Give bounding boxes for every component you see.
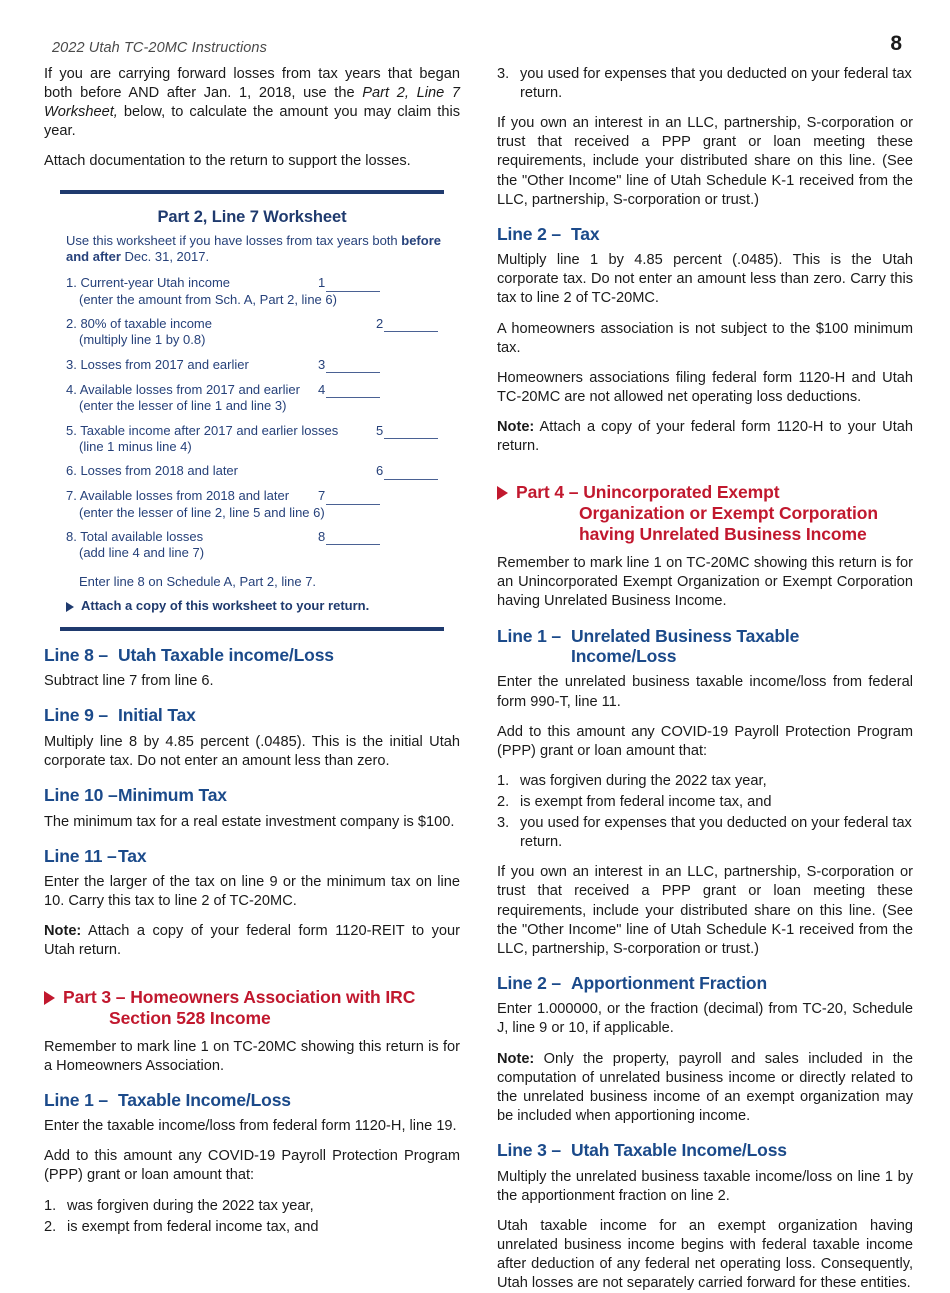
part-3-text	[63, 987, 460, 1029]
heading-part3-line-2	[497, 224, 913, 244]
list-item-number: 3.	[497, 66, 510, 82]
worksheet-intro-b: Dec. 31, 2017.	[120, 248, 210, 264]
list-item-text: you used for expenses that you deducted on your federal tax return.	[520, 66, 912, 102]
part4-line-2-title: Apportionment Fraction	[571, 972, 767, 993]
list-item	[44, 1197, 460, 1216]
list-item-number: 1.	[497, 772, 510, 789]
worksheet-field-2[interactable]	[376, 316, 438, 332]
worksheet-field-number: 6	[376, 463, 384, 479]
worksheet-closing-note: Enter line 8 on Schedule A, Part 2, line 7.	[79, 573, 317, 589]
intro-text-a: If you are carrying forward losses from tax years that began both before AND after Jan. 1, 2018, use the	[44, 66, 460, 102]
list-item-number: 2.	[44, 1218, 57, 1235]
intro-paragraph-1	[44, 65, 460, 141]
worksheet-reference: Part 2, Line 7 Worksheet,	[44, 85, 461, 121]
part-4-line2: Organization or Exempt Corporation	[579, 503, 878, 524]
line-8-label: Line 8 –	[44, 644, 108, 665]
worksheet-row-label: 1. Current-year Utah income	[66, 275, 231, 291]
worksheet-blank-line[interactable]	[384, 426, 438, 439]
heading-part4-line-2	[497, 973, 913, 993]
note-label: Note:	[497, 1050, 535, 1067]
line-8-title: Utah Taxable income/Loss	[118, 644, 334, 665]
worksheet-row-3	[66, 357, 444, 374]
part4-line-2-note	[497, 1050, 913, 1126]
part-3-line2: Section 528 Income	[109, 1007, 271, 1028]
heading-line-11	[44, 846, 460, 866]
worksheet-blank-line[interactable]	[384, 319, 438, 332]
part3-line-1-p1: Enter the taxable income/loss from federal form 1120-H, line 19.	[44, 1118, 457, 1135]
part-3-body: Remember to mark line 1 on TC-20MC showing this return is for a Homeowners Association.	[44, 1038, 460, 1074]
worksheet-field-1[interactable]	[318, 275, 380, 291]
part4-line-3-p2: Utah taxable income for an exempt organization having unrelated business income begins with federal taxable income after deduction of any federal net operating loss. Consequently, Utah losses are not separately carried forward for these entities.	[497, 1217, 913, 1292]
right-column	[497, 65, 913, 1293]
triangle-bullet-icon	[44, 991, 55, 1005]
worksheet-attach-note	[60, 598, 444, 613]
llc-paragraph: If you own an interest in an LLC, partnership, S-corporation or trust that received a PPP grant or loan meeting these requirements, include your distributed share on this line. (See the "Other Income" line of Utah Schedule K-1 received from the LLC, partnership, S-corporation or trust.)	[497, 115, 913, 208]
part3-line-2-label: Line 2 –	[497, 223, 561, 244]
worksheet-row-label: 8. Total available losses	[66, 529, 204, 545]
note-text: Attach a copy of your federal form 1120-REIT to your Utah return.	[44, 923, 460, 959]
worksheet-field-7[interactable]	[318, 488, 380, 504]
heading-part-3	[44, 987, 460, 1029]
part3-line-1-label: Line 1 –	[44, 1089, 108, 1110]
heading-part-4	[497, 482, 913, 545]
part4-line-3-p1: Multiply the unrelated business taxable income/loss on line 1 by the apportionment fraction on line 2.	[497, 1168, 913, 1204]
worksheet-row-4	[66, 382, 444, 415]
worksheet-row-5	[66, 423, 444, 456]
part4-line-3-title: Utah Taxable Income/Loss	[571, 1140, 787, 1161]
worksheet-row-8	[66, 529, 444, 562]
part4-line-1-title-b: Income/Loss	[571, 646, 677, 667]
worksheet-row-sublabel: (add line 4 and line 7)	[79, 545, 205, 561]
part3-line-2-p2: A homeowners association is not subject to the $100 minimum tax.	[497, 320, 913, 356]
worksheet-intro-emphasis: before and after	[66, 232, 441, 264]
line-10-title: Minimum Tax	[118, 785, 227, 806]
worksheet-row-6	[66, 463, 444, 480]
worksheet-rows	[60, 275, 444, 562]
worksheet-field-number: 2	[376, 316, 384, 332]
part4-line-2-p1: Enter 1.000000, or the fraction (decimal) from TC-20, Schedule J, line 9 or 10, if applicable.	[497, 1001, 913, 1037]
worksheet-row-label: 2. 80% of taxable income	[66, 316, 212, 332]
triangle-bullet-icon	[497, 486, 508, 500]
worksheet-row-label: 6. Losses from 2018 and later	[66, 463, 238, 479]
worksheet-blank-line[interactable]	[384, 467, 438, 480]
line-10-body: The minimum tax for a real estate investment company is $100.	[44, 813, 455, 830]
part3-line-2-title: Tax	[571, 223, 600, 244]
list-item-number: 2.	[497, 794, 510, 811]
worksheet-attach-text: Attach a copy of this worksheet to your return.	[81, 597, 370, 613]
part-3-line1: Part 3 – Homeowners Association with IRC	[63, 986, 416, 1007]
part4-line-1-label: Line 1 –	[497, 625, 561, 646]
worksheet-row-label: 5. Taxable income after 2017 and earlier losses	[66, 422, 339, 438]
heading-line-9	[44, 705, 460, 725]
worksheet-blank-line[interactable]	[326, 279, 380, 292]
worksheet-field-number: 4	[318, 381, 326, 397]
part3-line-1-title: Taxable Income/Loss	[118, 1089, 291, 1110]
worksheet-field-number: 8	[318, 529, 326, 545]
part-4-line3: having Unrelated Business Income	[579, 524, 867, 545]
list-item-text: is exempt from federal income tax, and	[67, 1218, 319, 1235]
heading-part4-line-1	[497, 626, 913, 667]
note-label: Note:	[44, 923, 82, 940]
worksheet-row-2	[66, 316, 444, 349]
worksheet-blank-line[interactable]	[326, 360, 380, 373]
list-item	[497, 772, 913, 791]
heading-part4-line-3	[497, 1140, 913, 1160]
worksheet-field-number: 3	[318, 356, 326, 372]
line-8-body: Subtract line 7 from line 6.	[44, 673, 214, 690]
line-9-label: Line 9 –	[44, 705, 108, 726]
part3-line-2-p1: Multiply line 1 by 4.85 percent (.0485). This is the Utah corporate tax. Do not enter an amount less than zero. Carry this tax to line 2 of TC-20MC.	[497, 252, 913, 307]
two-column-layout	[44, 65, 913, 1293]
list-item-text: was forgiven during the 2022 tax year,	[67, 1197, 314, 1214]
worksheet-field-number: 1	[318, 275, 326, 291]
worksheet-row-sublabel: (multiply line 1 by 0.8)	[79, 332, 206, 348]
line-10-label: Line 10 –	[44, 785, 118, 806]
worksheet-field-3[interactable]	[318, 357, 380, 373]
worksheet-field-number: 5	[376, 422, 384, 438]
worksheet-row-label: 3. Losses from 2017 and earlier	[66, 356, 249, 372]
page-header	[44, 26, 906, 56]
part3-line-2-note	[497, 418, 913, 456]
list-item-number: 3.	[497, 815, 510, 832]
list-item-text: is exempt from federal income tax, and	[520, 794, 772, 811]
line-9-body: Multiply line 8 by 4.85 percent (.0485). This is the initial Utah corporate tax. Do not enter an amount less than zero.	[44, 733, 460, 769]
part4-line-1-p1: Enter the unrelated business taxable income/loss from federal form 990-T, line 11.	[497, 674, 913, 710]
worksheet-field-6[interactable]	[376, 463, 438, 479]
worksheet-row-7	[66, 488, 444, 521]
list-item	[44, 1218, 460, 1237]
list-item	[497, 793, 913, 812]
note-text: Attach a copy of your federal form 1120-H to your Utah return.	[497, 419, 913, 455]
part-4-body: Remember to mark line 1 on TC-20MC showing this return is for an Unincorporated Exempt Organization or Exempt Corporation having Unrelated Business Income.	[497, 555, 913, 610]
list-item	[497, 814, 913, 852]
part4-line-1-title-a: Unrelated Business Taxable	[571, 625, 800, 646]
continued-list	[497, 65, 913, 103]
part2-line7-worksheet	[60, 190, 444, 631]
part4-line-1-p3: If you own an interest in an LLC, partnership, S-corporation or trust that received a PPP grant or loan meeting these requirements, include your distributed share on this line. (See the "Other Income" line of Utah Schedule K-1 received from the LLC, partnership, S-corporation or trust.)	[497, 864, 913, 957]
worksheet-blank-line[interactable]	[326, 385, 380, 398]
worksheet-blank-line[interactable]	[326, 492, 380, 505]
part4-line-3-label: Line 3 –	[497, 1140, 561, 1161]
note-text: Only the property, payroll and sales included in the computation of unrelated business income or directly related to the unrelated business income of an exempt organization may be included when apportioning income.	[497, 1050, 913, 1124]
worksheet-row-1	[66, 275, 444, 308]
part4-line-2-label: Line 2 –	[497, 972, 561, 993]
part3-line-2-p3: Homeowners associations filing federal form 1120-H and Utah TC-20MC are not allowed net operating loss deductions.	[497, 369, 913, 405]
heading-line-8	[44, 645, 460, 665]
worksheet-row-label: 7. Available losses from 2018 and later	[66, 488, 290, 504]
part3-line-1-list	[44, 1197, 460, 1237]
list-item-number: 1.	[44, 1197, 57, 1214]
list-item	[497, 65, 913, 103]
worksheet-row-sublabel: (enter the amount from Sch. A, Part 2, line 6)	[79, 291, 337, 307]
list-item-text: was forgiven during the 2022 tax year,	[520, 772, 767, 789]
worksheet-field-8[interactable]	[318, 529, 380, 545]
worksheet-row-sublabel: (enter the lesser of line 2, line 5 and line 6)	[79, 504, 325, 520]
triangle-bullet-icon	[66, 602, 74, 612]
heading-line-10	[44, 785, 460, 805]
part-4-line1: Part 4 – Unincorporated Exempt	[516, 482, 780, 503]
page-number: 8	[890, 32, 902, 55]
line-11-note	[44, 922, 460, 960]
left-column	[44, 65, 460, 1293]
note-label: Note:	[497, 419, 535, 435]
heading-part3-line-1	[44, 1090, 460, 1110]
worksheet-row-sublabel: (enter the lesser of line 1 and line 3)	[79, 398, 287, 414]
document-title: 2022 Utah TC-20MC Instructions	[52, 40, 267, 56]
intro-paragraph-2: Attach documentation to the return to support the losses.	[44, 153, 411, 170]
part-4-text	[516, 482, 913, 545]
line-11-body: Enter the larger of the tax on line 9 or the minimum tax on line 10. Carry this tax to line 2 of TC-20MC.	[44, 874, 460, 910]
part3-line-1-p2: Add to this amount any COVID-19 Payroll Protection Program (PPP) grant or loan amount that:	[44, 1148, 460, 1184]
part4-line-1-p2: Add to this amount any COVID-19 Payroll Protection Program (PPP) grant or loan amount that:	[497, 723, 913, 759]
worksheet-field-5[interactable]	[376, 423, 438, 439]
worksheet-field-number: 7	[318, 488, 326, 504]
part4-line-1-list	[497, 772, 913, 852]
worksheet-intro	[60, 233, 444, 266]
list-item-text: you used for expenses that you deducted on your federal tax return.	[520, 815, 912, 851]
worksheet-title: Part 2, Line 7 Worksheet	[157, 207, 347, 226]
line-9-title: Initial Tax	[118, 705, 196, 726]
line-11-title: Tax	[118, 845, 147, 866]
worksheet-field-4[interactable]	[318, 382, 380, 398]
worksheet-row-sublabel: (line 1 minus line 4)	[79, 438, 192, 454]
worksheet-row-label: 4. Available losses from 2017 and earlier	[66, 381, 300, 397]
worksheet-blank-line[interactable]	[326, 532, 380, 545]
line-11-label: Line 11 –	[44, 845, 117, 866]
worksheet-intro-a: Use this worksheet if you have losses from tax years both	[66, 232, 402, 248]
intro-text-b: below, to calculate the amount you may claim this year.	[44, 104, 460, 140]
